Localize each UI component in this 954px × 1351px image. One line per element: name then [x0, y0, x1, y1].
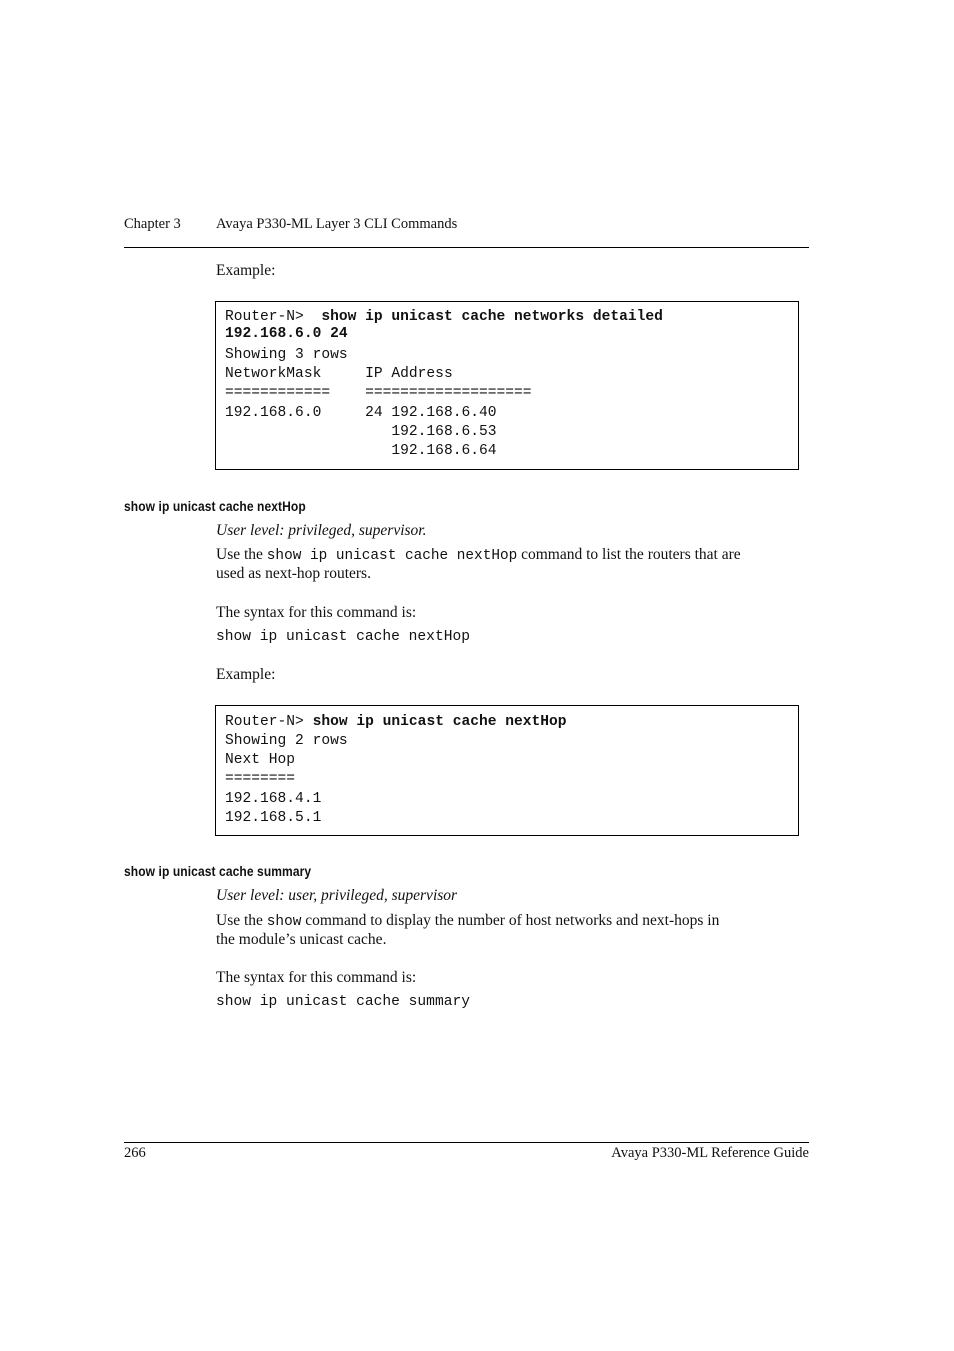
code-output-line: Showing 3 rows — [225, 347, 348, 363]
syntax-label-nexthop: The syntax for this command is: — [216, 604, 417, 621]
section-heading-summary: show ip unicast cache summary — [124, 863, 312, 879]
example-label-1: Example: — [216, 262, 276, 279]
section-heading-nexthop: show ip unicast cache nextHop — [124, 498, 306, 514]
code-command: show ip unicast cache networks detailed — [321, 309, 663, 325]
code-prompt: Router-N> — [225, 714, 304, 730]
code-command-cont: 192.168.6.0 24 — [225, 326, 348, 342]
guide-title: Avaya P330-ML Reference Guide — [611, 1145, 809, 1161]
code-output-line: NetworkMask IP Address — [225, 366, 453, 382]
chapter-label: Chapter 3 — [124, 216, 181, 232]
code-block-networks — [215, 301, 799, 470]
description-summary-line2: the module’s unicast cache. — [216, 931, 387, 948]
code-output-line: ======== — [225, 771, 296, 787]
code-output-line: ============ =================== — [225, 385, 532, 401]
code-output-line: 192.168.4.1 — [225, 791, 322, 807]
description-nexthop: Use the show ip unicast cache nextHop command to list the routers that are — [216, 546, 741, 564]
syntax-label-summary: The syntax for this command is: — [216, 969, 417, 986]
syntax-nexthop: show ip unicast cache nextHop — [216, 629, 470, 645]
inline-code: show ip unicast cache nextHop — [266, 548, 518, 564]
code-output-line: 192.168.6.64 — [225, 443, 497, 459]
chapter-title: Avaya P330-ML Layer 3 CLI Commands — [216, 216, 458, 232]
code-block-networks-content — [225, 307, 785, 467]
code-command: show ip unicast cache nextHop — [312, 714, 567, 730]
code-output-line: 192.168.6.0 24 192.168.6.40 — [225, 405, 497, 421]
code-output-line: 192.168.6.53 — [225, 424, 497, 440]
footer-rule — [124, 1142, 809, 1143]
user-level-summary: User level: user, privileged, supervisor — [216, 887, 458, 904]
code-block-nexthop — [215, 705, 799, 836]
code-line-command — [225, 307, 663, 325]
code-output-line: 192.168.5.1 — [225, 810, 322, 826]
page-number: 266 — [124, 1145, 146, 1161]
code-prompt: Router-N> — [225, 309, 304, 325]
description-nexthop-line2: used as next-hop routers. — [216, 565, 371, 582]
header-rule — [124, 247, 809, 248]
inline-code: show — [266, 914, 302, 930]
user-level-nexthop: User level: privileged, supervisor. — [216, 522, 427, 539]
code-output-line: Next Hop — [225, 752, 296, 768]
description-summary: Use the show command to display the number of host networks and next-hops in — [216, 912, 720, 930]
code-line-command — [225, 712, 567, 730]
code-block-nexthop-content — [225, 712, 785, 832]
example-label-2: Example: — [216, 666, 276, 683]
code-output-line: Showing 2 rows — [225, 733, 348, 749]
syntax-summary: show ip unicast cache summary — [216, 994, 470, 1010]
